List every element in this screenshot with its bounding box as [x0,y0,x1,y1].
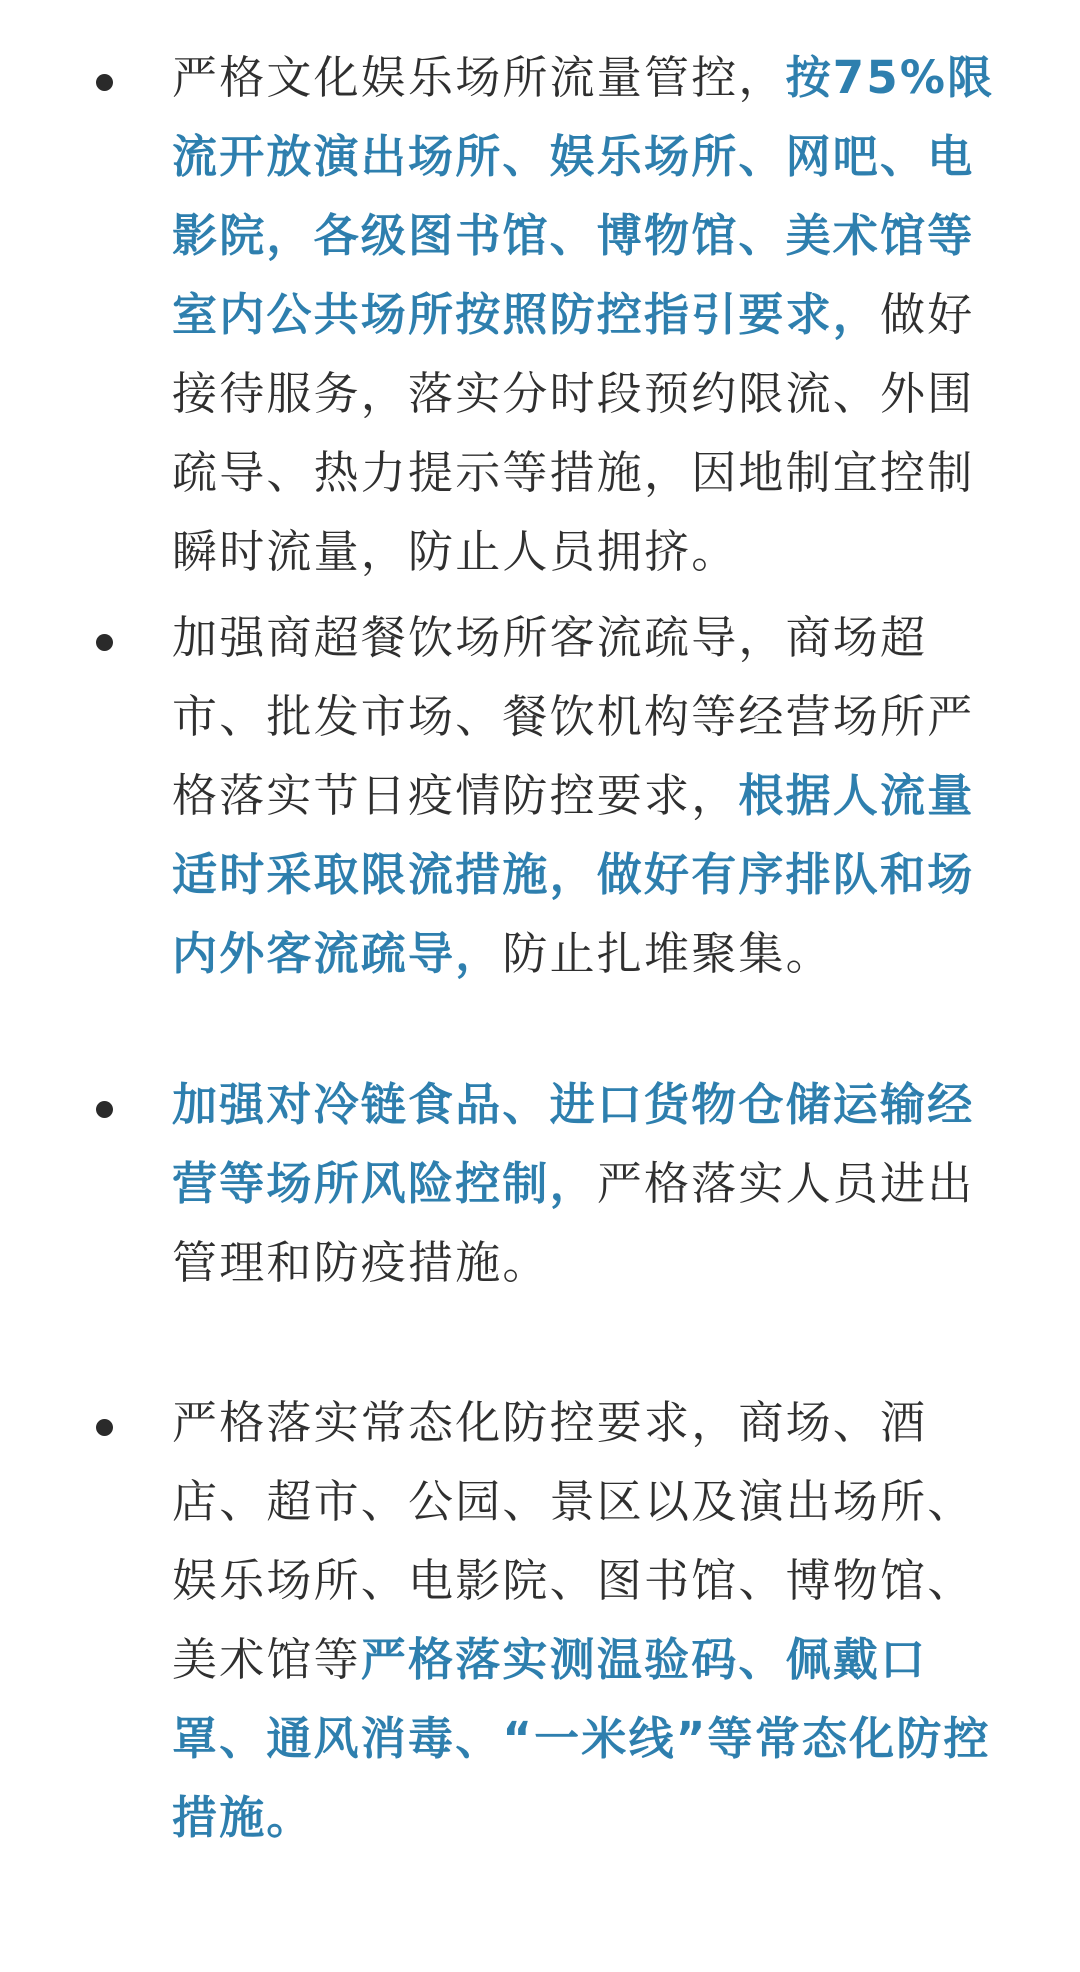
list-item-text [172,1065,1012,1302]
highlighted-text-segment: 按75%限流开放演出场所、娱乐场所、网吧、电影院，各级图书馆、博物馆、美术馆等室内公共场所按照防控指引要求， [172,51,995,341]
text-segment: 严格落实人员进出管理和防疫措施。 [172,1157,975,1289]
text-segment: 做好接待服务，落实分时段预约限流、外围疏导、热力提示等措施，因地制宜控制瞬时流量，防止人员拥挤。 [172,288,975,578]
list-item-text [172,38,1012,591]
bullet-icon [96,74,113,91]
bullet-icon [96,1419,113,1436]
list-item [0,1065,1080,1383]
bullet-icon [96,634,113,651]
list-item-text [172,1383,1012,1857]
text-segment: 加强商超餐饮场所客流疏导，商场超市、批发市场、餐饮机构等经营场所严格落实节日疫情防控要求， [172,611,975,822]
list-item [0,598,1080,1065]
highlighted-text-segment: 严格落实测温验码、佩戴口罩、通风消毒、“一米线”等常态化防控措施。 [172,1633,991,1844]
bullet-list [0,38,1080,1863]
text-segment: 严格落实常态化防控要求，商场、酒店、超市、公园、景区以及演出场所、娱乐场所、电影院、图书馆、博物馆、美术馆等 [172,1396,975,1686]
list-item [0,1383,1080,1863]
list-item [0,38,1080,598]
text-segment: 防止扎堆聚集。 [502,927,833,980]
bullet-icon [96,1101,113,1118]
highlighted-text-segment: 根据人流量适时采取限流措施，做好有序排队和场内外客流疏导， [172,769,975,980]
list-item-text [172,598,1012,993]
text-segment: 严格文化娱乐场所流量管控， [172,51,786,104]
highlighted-text-segment: 加强对冷链食品、进口货物仓储运输经营等场所风险控制， [172,1078,975,1210]
